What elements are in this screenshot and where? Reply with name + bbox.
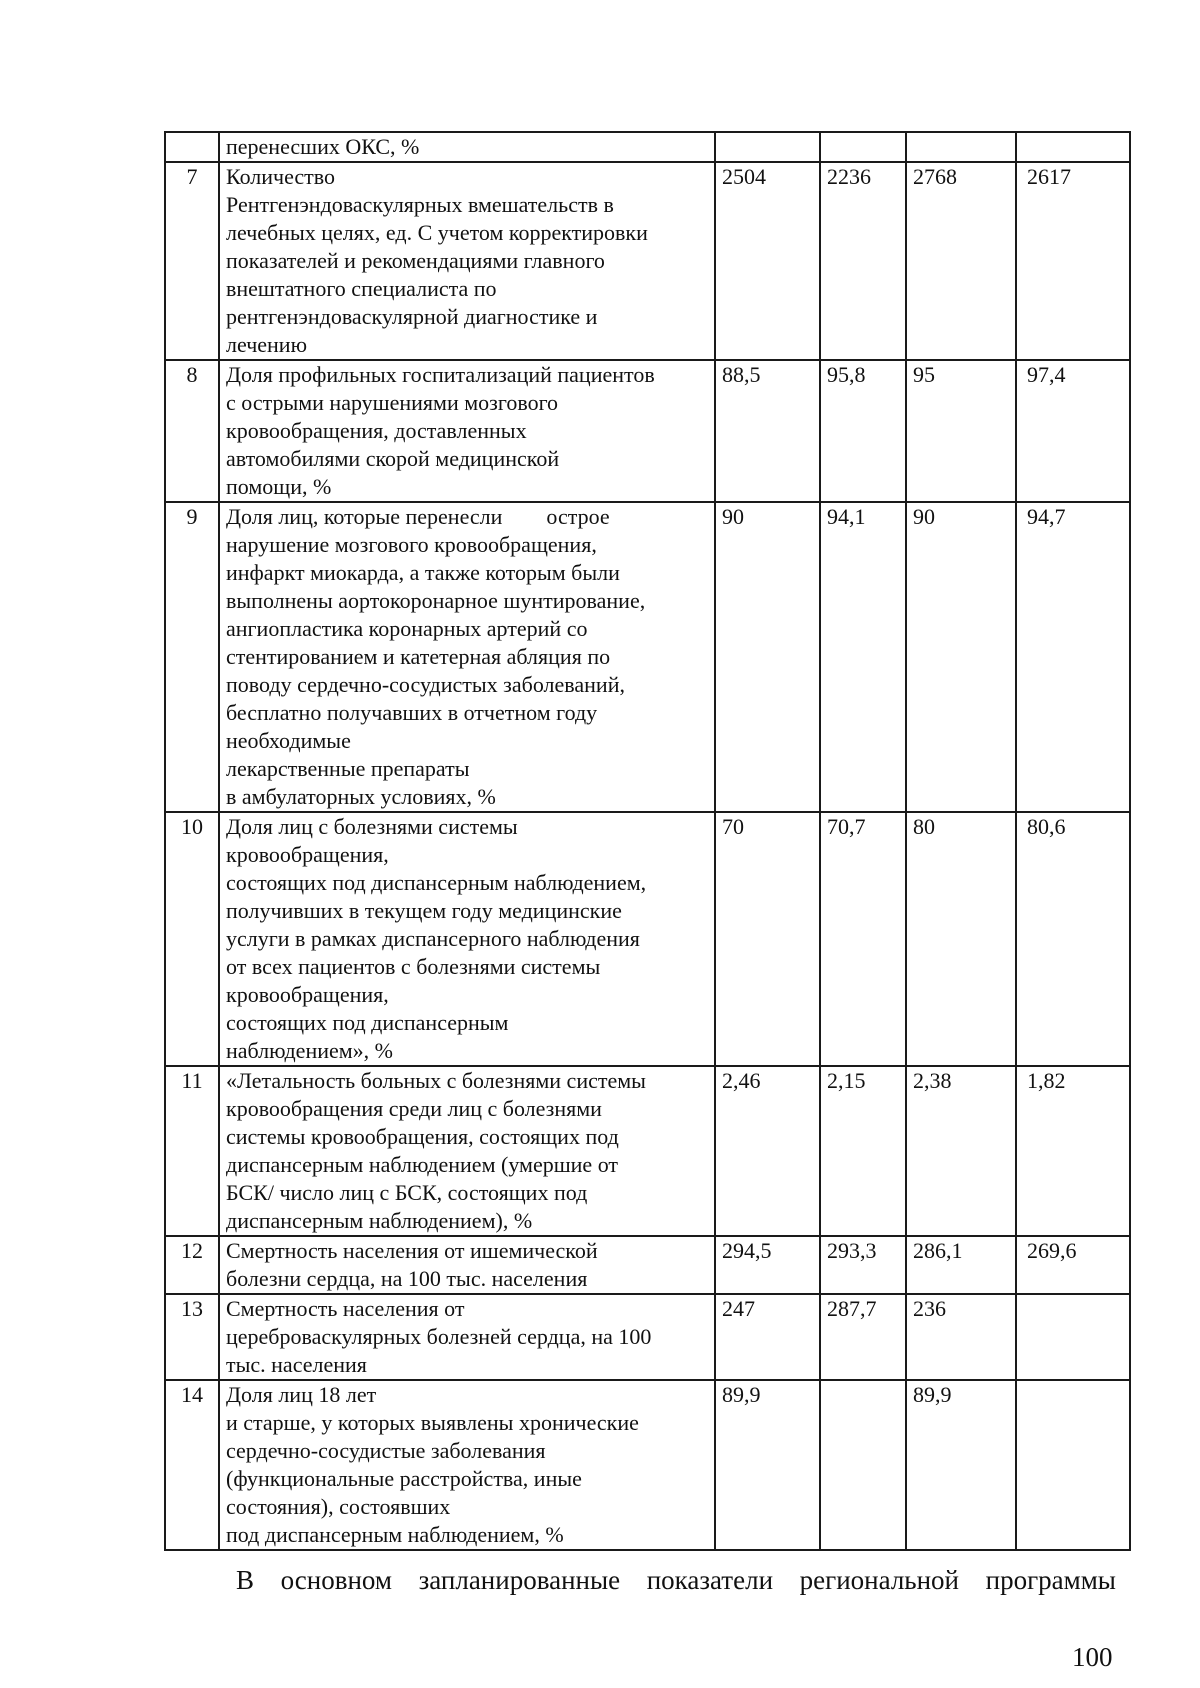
- indicator-description: [219, 1294, 715, 1380]
- continuation-paragraph: [236, 1563, 1116, 1597]
- indicator-value: 286,1: [906, 1236, 1016, 1294]
- description-line: диспансерным наблюдением (умершие от: [226, 1152, 619, 1177]
- indicator-value: [820, 1380, 906, 1550]
- indicator-value: 97,4: [1016, 360, 1130, 502]
- paragraph-word: запланированные: [418, 1565, 621, 1595]
- description-line: поводу сердечно-сосудистых заболеваний,: [226, 672, 625, 697]
- description-line: от всех пациентов с болезнями системы: [226, 954, 601, 979]
- description-line: нарушение мозгового кровообращения,: [226, 532, 597, 557]
- row-number: 14: [165, 1380, 219, 1550]
- indicator-value: 2768: [906, 162, 1016, 360]
- description-line: кровообращения среди лиц с болезнями: [226, 1096, 602, 1121]
- indicator-value: 1,82: [1016, 1066, 1130, 1236]
- indicator-value: [820, 132, 906, 162]
- indicator-value: 89,9: [715, 1380, 820, 1550]
- indicator-value: 89,9: [906, 1380, 1016, 1550]
- description-line: с острыми нарушениями мозгового: [226, 390, 559, 415]
- description-line: системы кровообращения, состоящих под: [226, 1124, 619, 1149]
- row-number: 11: [165, 1066, 219, 1236]
- description-line: услуги в рамках диспансерного наблюдения: [226, 926, 640, 951]
- description-line: (функциональные расстройства, иные: [226, 1466, 582, 1491]
- description-line: состояния), состоявших: [226, 1494, 451, 1519]
- description-line: цереброваскулярных болезней сердца, на 100: [226, 1324, 652, 1349]
- indicator-value: [715, 132, 820, 162]
- description-line: показателей и рекомендациями главного: [226, 248, 605, 273]
- indicator-value: 95: [906, 360, 1016, 502]
- indicator-value: 269,6: [1016, 1236, 1130, 1294]
- table-row: [165, 1294, 1130, 1380]
- table-row: [165, 1380, 1130, 1550]
- description-line: и старше, у которых выявлены хронические: [226, 1410, 639, 1435]
- table-row: [165, 1236, 1130, 1294]
- description-line: выполнены аортокоронарное шунтирование,: [226, 588, 646, 613]
- description-line: диспансерным наблюдением), %: [226, 1208, 533, 1233]
- indicator-value: 2,15: [820, 1066, 906, 1236]
- description-line: состоящих под диспансерным наблюдением,: [226, 870, 647, 895]
- indicator-value: [1016, 132, 1130, 162]
- description-line: Смертность населения от: [226, 1296, 465, 1321]
- description-line: кровообращения,: [226, 982, 389, 1007]
- description-line: бесплатно получавших в отчетном году: [226, 700, 598, 725]
- description-line: в амбулаторных условиях, %: [226, 784, 496, 809]
- indicator-value: [1016, 1380, 1130, 1550]
- indicator-value: 2504: [715, 162, 820, 360]
- indicator-value: 70,7: [820, 812, 906, 1066]
- description-line: ангиопластика коронарных артерий со: [226, 616, 588, 641]
- indicator-value: [906, 132, 1016, 162]
- table-row: [165, 1066, 1130, 1236]
- row-number: 13: [165, 1294, 219, 1380]
- row-number: [165, 132, 219, 162]
- table-row: [165, 812, 1130, 1066]
- description-line: сердечно-сосудистые заболевания: [226, 1438, 546, 1463]
- indicator-value: 2617: [1016, 162, 1130, 360]
- description-line: стентированием и катетерная абляция по: [226, 644, 611, 669]
- indicator-value: 236: [906, 1294, 1016, 1380]
- table-row: [165, 132, 1130, 162]
- indicator-description: [219, 812, 715, 1066]
- indicator-description: [219, 162, 715, 360]
- paragraph-word: программы: [985, 1565, 1116, 1595]
- indicators-table-body: [165, 132, 1130, 1550]
- description-line: Доля лиц 18 лет: [226, 1382, 377, 1407]
- description-line: Доля лиц с болезнями системы: [226, 814, 518, 839]
- indicator-value: 94,1: [820, 502, 906, 812]
- row-number: 7: [165, 162, 219, 360]
- indicator-value: 2236: [820, 162, 906, 360]
- description-line: Смертность населения от ишемической: [226, 1238, 598, 1263]
- indicator-description: [219, 132, 715, 162]
- description-line: лечебных целях, ед. С учетом корректировки: [226, 220, 648, 245]
- description-line: болезни сердца, на 100 тыс. населения: [226, 1266, 588, 1291]
- paragraph-word: показатели: [646, 1565, 774, 1595]
- row-number: 9: [165, 502, 219, 812]
- description-line: Количество: [226, 164, 336, 189]
- table-row: [165, 502, 1130, 812]
- description-line: БСК/ число лиц с БСК, состоящих под: [226, 1180, 588, 1205]
- paragraph-word: региональной: [799, 1565, 960, 1595]
- indicator-description: [219, 1066, 715, 1236]
- description-line: Рентгенэндоваскулярных вмешательств в: [226, 192, 614, 217]
- description-line: тыс. населения: [226, 1352, 367, 1377]
- indicator-value: 80,6: [1016, 812, 1130, 1066]
- description-line: помощи, %: [226, 474, 332, 499]
- indicator-description: [219, 1236, 715, 1294]
- paragraph-word: основном: [280, 1565, 392, 1595]
- paragraph-word: В: [236, 1565, 255, 1595]
- indicator-value: [1016, 1294, 1130, 1380]
- indicator-value: 88,5: [715, 360, 820, 502]
- indicator-value: 2,46: [715, 1066, 820, 1236]
- indicator-description: [219, 360, 715, 502]
- description-line: «Летальность больных с болезнями системы: [226, 1068, 646, 1093]
- indicator-value: 293,3: [820, 1236, 906, 1294]
- description-line: кровообращения,: [226, 842, 389, 867]
- description-line: рентгенэндоваскулярной диагностике и: [226, 304, 598, 329]
- indicator-value: 70: [715, 812, 820, 1066]
- indicator-value: 95,8: [820, 360, 906, 502]
- indicator-description: [219, 502, 715, 812]
- indicators-table: [164, 131, 1131, 1551]
- indicator-value: 294,5: [715, 1236, 820, 1294]
- table-row: [165, 162, 1130, 360]
- description-line: инфаркт миокарда, а также которым были: [226, 560, 620, 585]
- description-line: получивших в текущем году медицинские: [226, 898, 622, 923]
- description-line: необходимые: [226, 728, 351, 753]
- indicator-description: [219, 1380, 715, 1550]
- description-line: перенесших ОКС, %: [226, 134, 420, 159]
- description-line: Доля профильных госпитализаций пациентов: [226, 362, 655, 387]
- description-line: автомобилями скорой медицинской: [226, 446, 560, 471]
- row-number: 8: [165, 360, 219, 502]
- indicator-value: 90: [906, 502, 1016, 812]
- row-number: 10: [165, 812, 219, 1066]
- description-line: состоящих под диспансерным: [226, 1010, 509, 1035]
- table-row: [165, 360, 1130, 502]
- page-number: 100: [1072, 1642, 1113, 1672]
- description-line: внештатного специалиста по: [226, 276, 497, 301]
- indicator-value: 2,38: [906, 1066, 1016, 1236]
- row-number: 12: [165, 1236, 219, 1294]
- description-line: лекарственные препараты: [226, 756, 470, 781]
- description-line: Доля лиц, которые перенесли острое: [226, 504, 610, 529]
- indicator-value: 94,7: [1016, 502, 1130, 812]
- indicator-value: 247: [715, 1294, 820, 1380]
- indicator-value: 90: [715, 502, 820, 812]
- description-line: лечению: [226, 332, 308, 357]
- indicator-value: 80: [906, 812, 1016, 1066]
- indicator-value: 287,7: [820, 1294, 906, 1380]
- description-line: под диспансерным наблюдением, %: [226, 1522, 564, 1547]
- description-line: наблюдением», %: [226, 1038, 393, 1063]
- description-line: кровообращения, доставленных: [226, 418, 527, 443]
